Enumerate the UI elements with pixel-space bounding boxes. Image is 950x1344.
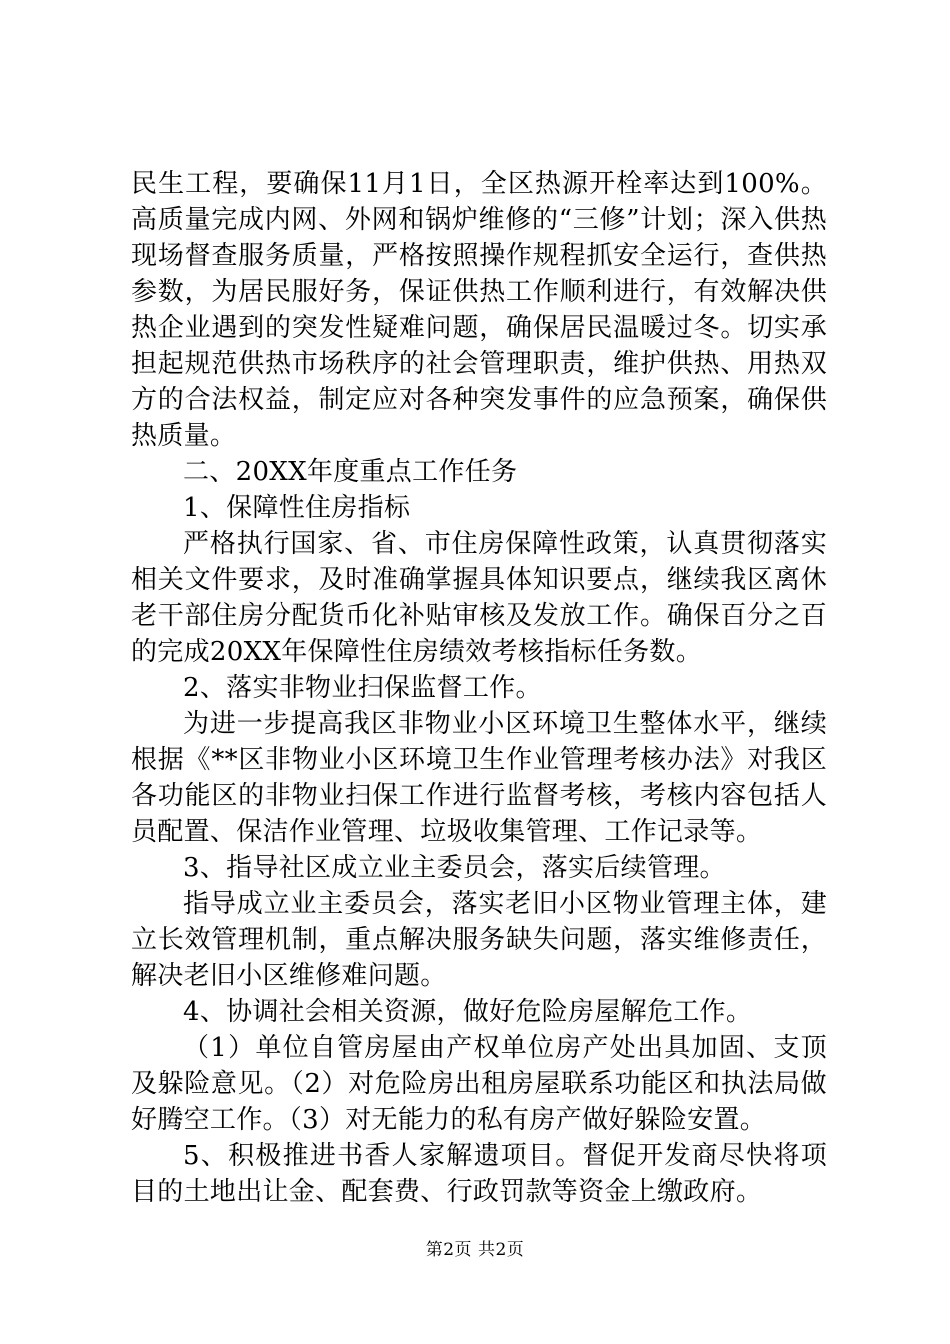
paragraph-owners-committee: 指导成立业主委员会，落实老旧小区物业管理主体，建立长效管理机制，重点解决服务缺失问题，落实维修责任，解决老旧小区维修难问题。 (131, 889, 827, 991)
paragraph-shuxiang-project: 5、积极推进书香人家解遗项目。督促开发商尽快将项目的土地出让金、配套费、行政罚款等资金上缴政府。 (131, 1141, 827, 1207)
document-body (131, 166, 827, 1210)
paragraph-housing-policy: 严格执行国家、省、市住房保障性政策，认真贯彻落实相关文件要求，及时准确掌握具体知识要点，继续我区离休老干部住房分配货币化补贴审核及发放工作。确保百分之百的完成20XX年保障性住房绩效考核指标任务数。 (131, 529, 827, 667)
subheading-dangerous-housing: 4、协调社会相关资源，做好危险房屋解危工作。 (183, 997, 753, 1027)
page-number-footer: 第2页 共2页 (425, 1240, 525, 1260)
subheading-housing-indicators: 1、保障性住房指标 (183, 493, 411, 523)
paragraph-dangerous-housing: （1）单位自管房屋由产权单位房产处出具加固、支顶及躲险意见。（2）对危险房出租房屋联系功能区和执法局做好腾空工作。（3）对无能力的私有房产做好躲险安置。 (131, 1033, 827, 1135)
subheading-owners-committee: 3、指导社区成立业主委员会，落实后续管理。 (183, 853, 726, 883)
paragraph-heating-project: 民生工程，要确保11月1日，全区热源开栓率达到100%。高质量完成内网、外网和锅炉维修的“三修”计划；深入供热现场督查服务质量，严格按照操作规程抓安全运行，查供热参数，为居民服好务，保证供热工作顺利进行，有效解决供热企业遇到的突发性疑难问题，确保居民温暖过冬。切实承担起规范供热市场秩序的社会管理职责，维护供热、用热双方的合法权益，制定应对各种突发事件的应急预案，确保供热质量。 (131, 169, 827, 451)
subheading-non-property-cleaning: 2、落实非物业扫保监督工作。 (183, 673, 542, 703)
section-heading-key-tasks: 二、20XX年度重点工作任务 (183, 457, 518, 487)
paragraph-non-property-cleaning: 为进一步提高我区非物业小区环境卫生整体水平，继续根据《**区非物业小区环境卫生作业管理考核办法》对我区各功能区的非物业扫保工作进行监督考核，考核内容包括人员配置、保洁作业管理、垃圾收集管理、工作记录等。 (131, 709, 827, 847)
